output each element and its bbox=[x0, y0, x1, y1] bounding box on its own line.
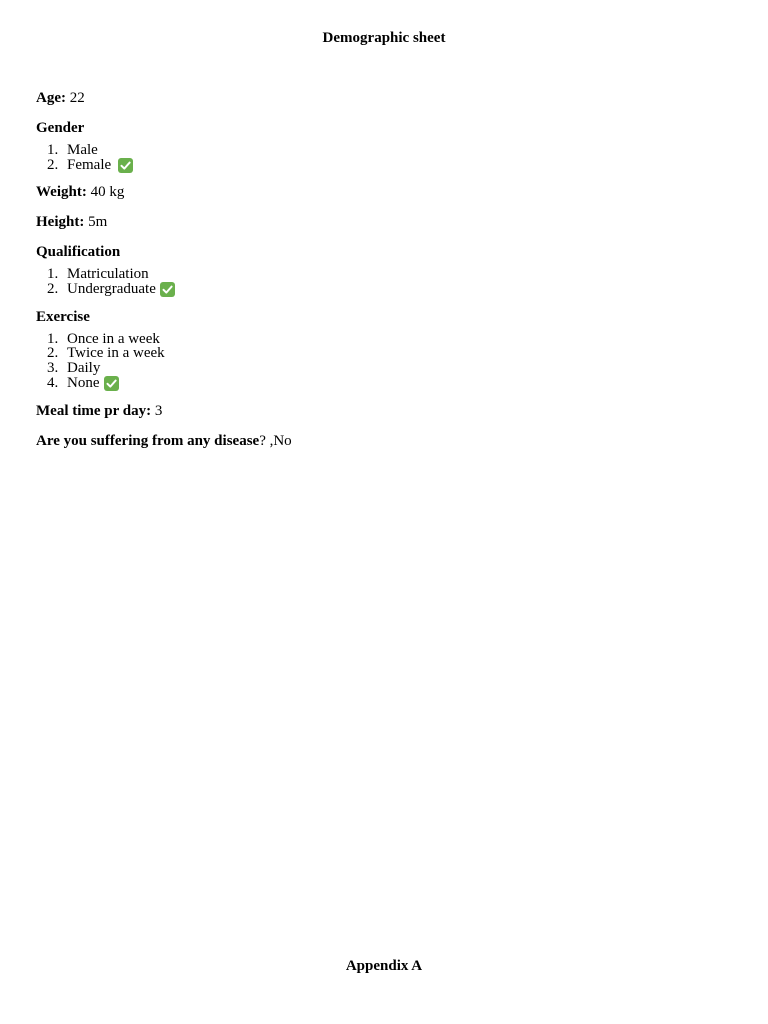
disease-value: ? ,No bbox=[259, 432, 292, 449]
list-item bbox=[36, 361, 736, 376]
check-mark-icon bbox=[160, 282, 175, 297]
option-text: Female bbox=[67, 156, 112, 173]
option-number: 1. bbox=[47, 266, 59, 283]
gender-heading: Gender bbox=[36, 120, 85, 136]
meal-value: 3 bbox=[151, 402, 163, 419]
demographic-form bbox=[36, 89, 736, 450]
list-item bbox=[36, 332, 736, 347]
option-number: 2. bbox=[47, 156, 59, 173]
list-item bbox=[36, 267, 736, 282]
list-item bbox=[36, 282, 736, 297]
height-field bbox=[36, 213, 736, 231]
age-label: Age: bbox=[36, 90, 66, 106]
disease-label: Are you suffering from any disease bbox=[36, 432, 260, 449]
list-item bbox=[36, 376, 736, 391]
gender-options bbox=[36, 143, 736, 172]
option-text: Matriculation bbox=[67, 266, 149, 283]
option-text: Once in a week bbox=[67, 330, 160, 347]
option-text: Undergraduate bbox=[67, 281, 156, 298]
option-text: None bbox=[67, 374, 100, 391]
check-mark-icon bbox=[118, 158, 133, 173]
option-number: 1. bbox=[47, 330, 59, 347]
list-item bbox=[36, 346, 736, 361]
height-value: 5m bbox=[84, 214, 108, 231]
check-mark-icon bbox=[104, 376, 119, 391]
height-label: Height: bbox=[36, 214, 85, 231]
weight-value: 40 kg bbox=[86, 184, 125, 201]
option-text: Male bbox=[67, 142, 98, 158]
option-number: 2. bbox=[47, 281, 59, 298]
weight-label: Weight: bbox=[36, 184, 87, 201]
weight-field bbox=[36, 183, 736, 201]
age-value: 22 bbox=[66, 90, 85, 106]
meal-label: Meal time pr day: bbox=[36, 402, 152, 419]
qualification-heading: Qualification bbox=[36, 244, 121, 261]
option-number: 2. bbox=[47, 345, 59, 362]
age-field bbox=[36, 89, 736, 107]
list-item bbox=[36, 158, 736, 173]
qualification-options bbox=[36, 267, 736, 296]
option-text: Twice in a week bbox=[67, 345, 165, 362]
disease-field bbox=[36, 432, 736, 450]
option-number: 4. bbox=[47, 374, 59, 391]
option-text: Daily bbox=[67, 360, 101, 377]
exercise-heading: Exercise bbox=[36, 308, 90, 325]
option-number: 3. bbox=[47, 360, 59, 377]
exercise-options bbox=[36, 332, 736, 391]
option-number: 1. bbox=[47, 142, 59, 158]
page-title: Demographic sheet bbox=[322, 30, 446, 46]
meal-field bbox=[36, 402, 736, 420]
page-footer: Appendix A bbox=[345, 958, 423, 974]
list-item bbox=[36, 143, 736, 158]
